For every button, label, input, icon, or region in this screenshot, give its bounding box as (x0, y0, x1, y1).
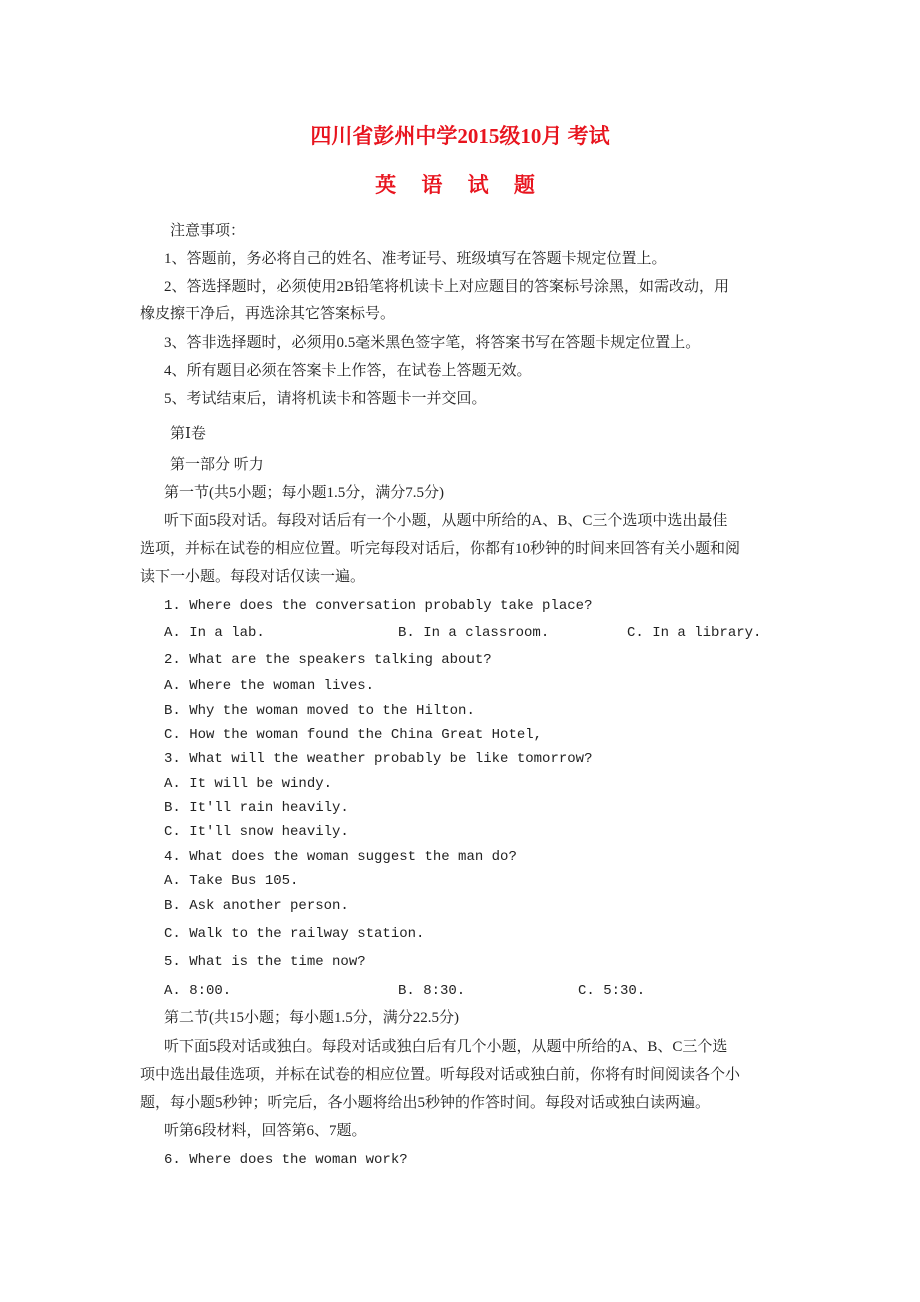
option-c: C. 5:30. (578, 983, 646, 999)
notice-item: 2、答选择题时，必须使用2B铅笔将机读卡上对应题目的答案标号涂黑，如需改动，用 (164, 279, 730, 295)
option-b: B. Ask another person. (164, 898, 349, 914)
option-c: C. How the woman found the China Great Hotel, (164, 727, 543, 743)
notice-item: 3、答非选择题时，必须用0.5毫米黑色签字笔，将答案书写在答题卡规定位置上。 (164, 335, 701, 351)
instructions: 听下面5段对话或独白。每段对话或独白后有几个小题，从题中所给的A、B、C三个选 (164, 1039, 728, 1055)
option-a: A. 8:00. (164, 983, 232, 999)
option-b: B. 8:30. (398, 983, 466, 999)
question: 3. What will the weather probably be like tomorrow? (164, 751, 593, 767)
option-a: A. In a lab. (164, 625, 265, 641)
notice-item: 5、考试结束后，请将机读卡和答题卡一并交回。 (164, 391, 487, 407)
volume-heading: 第Ⅰ卷 (170, 426, 206, 442)
exam-subtitle: 英 语 试 题 (375, 173, 545, 197)
option-b: B. In a classroom. (398, 625, 550, 641)
section-heading: 第二节(共15小题；每小题1.5分，满分22.5分) (164, 1010, 459, 1026)
option-a: A. Where the woman lives. (164, 678, 375, 694)
instructions: 项中选出最佳选项，并标在试卷的相应位置。听每段对话或独白前，你将有时间阅读各个小 (140, 1067, 741, 1083)
option-b: B. It'll rain heavily. (164, 800, 349, 816)
option-a: A. It will be windy. (164, 776, 333, 792)
option-b: B. Why the woman moved to the Hilton. (164, 703, 475, 719)
question: 5. What is the time now? (164, 954, 366, 970)
option-c: C. In a library. (627, 625, 762, 641)
material-heading: 听第6段材料，回答第6、7题。 (164, 1123, 367, 1139)
instructions: 题，每小题5秒钟；听完后，各小题将给出5秒钟的作答时间。每段对话或独白读两遍。 (140, 1095, 711, 1111)
notice-heading: 注意事项： (170, 223, 246, 239)
instructions: 读下一小题。每段对话仅读一遍。 (140, 569, 366, 585)
part-heading: 第一部分 听力 (170, 457, 264, 473)
section-heading: 第一节(共5小题；每小题1.5分，满分7.5分) (164, 485, 444, 501)
option-a: A. Take Bus 105. (164, 873, 299, 889)
notice-item-cont: 橡皮擦干净后，再选涂其它答案标号。 (140, 306, 396, 322)
instructions: 听下面5段对话。每段对话后有一个小题，从题中所给的A、B、C三个选项中选出最佳 (164, 513, 728, 529)
option-c: C. It'll snow heavily. (164, 824, 349, 840)
question: 1. Where does the conversation probably take place? (164, 598, 593, 614)
question: 6. Where does the woman work? (164, 1152, 408, 1168)
instructions: 选项，并标在试卷的相应位置。听完每段对话后，你都有10秒钟的时间来回答有关小题和阅 (140, 541, 741, 557)
notice-item: 4、所有题目必须在答案卡上作答，在试卷上答题无效。 (164, 363, 532, 379)
question: 2. What are the speakers talking about? (164, 652, 492, 668)
notice-item: 1、答题前，务必将自己的姓名、准考证号、班级填写在答题卡规定位置上。 (164, 251, 667, 267)
question: 4. What does the woman suggest the man do? (164, 849, 517, 865)
exam-title: 四川省彭州中学2015级10月 考试 (310, 124, 610, 148)
option-c: C. Walk to the railway station. (164, 926, 425, 942)
